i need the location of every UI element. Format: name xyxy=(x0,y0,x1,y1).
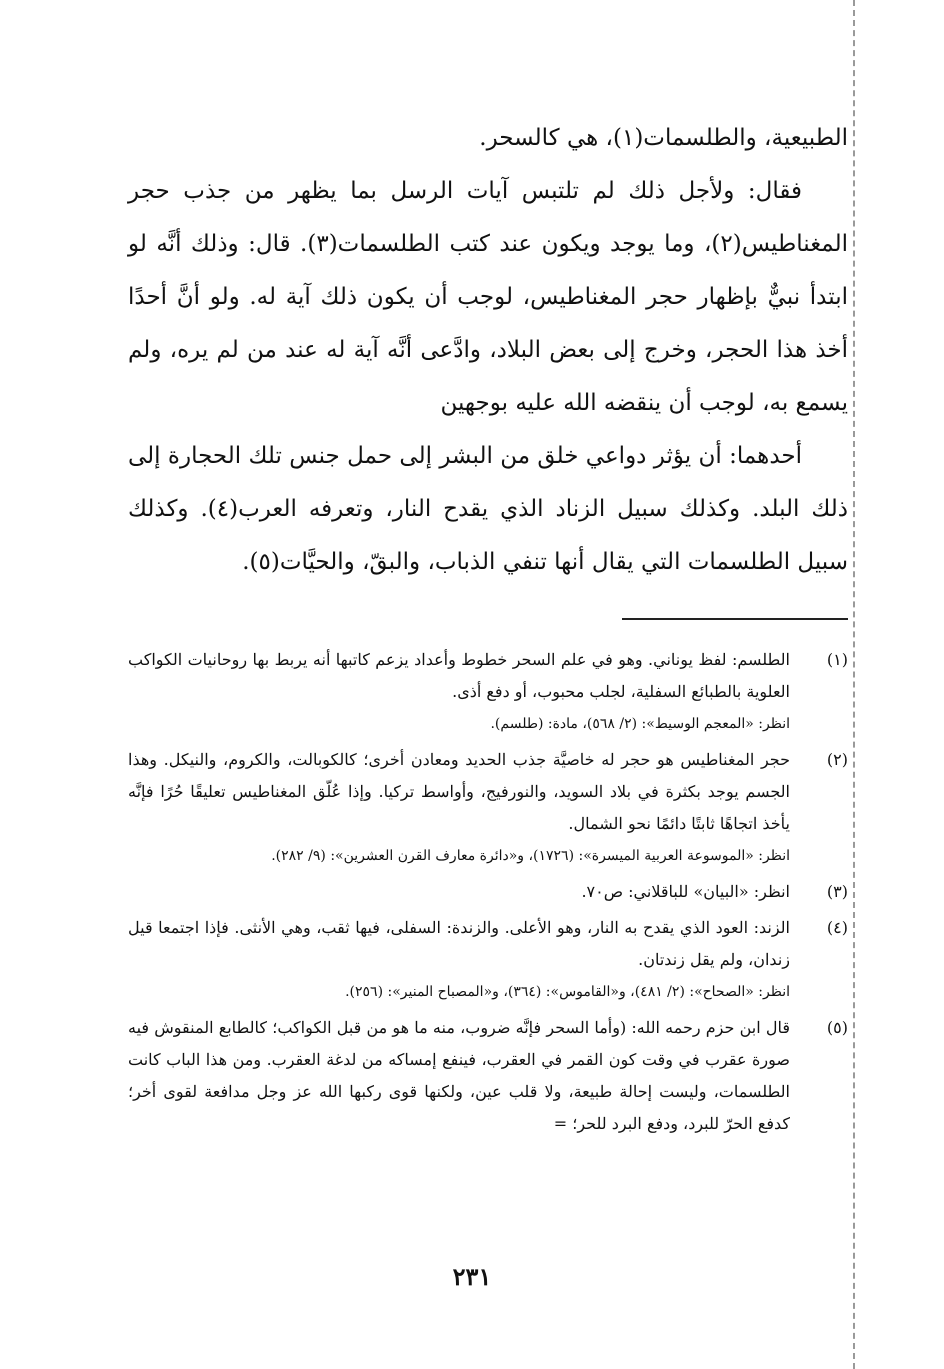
footnote-separator xyxy=(622,618,848,620)
footnote-text: حجر المغناطيس هو حجر له خاصيَّة جذب الحديد ومعادن أخرى؛ كالكوبالت، والكروم، والنيكل. وهذا الجسم يوجد بكثرة في بلاد السويد، والنورفيج، وأواسط تركيا. وإذا عُلّق المغناطيس تعليقًا حُرًا فإنَّه يأخذ اتجاهًا ثابتًا دائمًا نحو الشمال. xyxy=(128,750,790,833)
paragraph-2: فقال: ولأجل ذلك لم تلتبس آيات الرسل بما يظهر من جذب حجر المغناطيس(٢)، وما يوجد ويكون عند كتب الطلسمات(٣). قال: وذلك أنَّه لو ابتدأ نبيٌّ بإظهار حجر المغناطيس، لوجب أن يكون ذلك آية له. ولو أنَّ أحدًا أخذ هذا الحجر، وخرج إلى بعض البلاد، وادَّعى أنَّه آية له عند من لم يره، ولم يسمع به، لوجب أن ينقضه الله عليه بوجهين xyxy=(128,178,848,416)
footnote-number: (٥) xyxy=(826,1018,848,1037)
footnote-3 xyxy=(128,876,848,908)
footnote-reference: انظر: «المعجم الوسيط»: (٢/ ٥٦٨)، مادة: (طلسم). xyxy=(490,716,790,732)
footnote-reference: انظر: «الصحاح»: (٢/ ٤٨١)، و«القاموس»: (٣٦٤)، و«المصباح المنير»: (٢٥٦). xyxy=(345,984,790,1000)
footnotes xyxy=(128,644,848,1144)
footnote-number: (١) xyxy=(826,650,848,669)
footnote-text: الطلسم: لفظ يوناني. وهو في علم السحر خطوط وأعداد يزعم كاتبها أنه يربط بها روحانيات الكواكب العلوية بالطبائع السفلية، لجلب محبوب، أو دفع أذى. xyxy=(128,650,790,701)
main-text xyxy=(128,112,848,589)
footnote-2 xyxy=(128,744,848,872)
footnote-text: انظر: «البيان» للباقلاني: ص٧٠. xyxy=(581,882,790,901)
page-edge-dashed-line xyxy=(853,0,855,1369)
footnote-5 xyxy=(128,1012,848,1140)
footnote-4 xyxy=(128,912,848,1008)
footnote-text: قال ابن حزم رحمه الله: (وأما السحر فإنَّه ضروب، منه ما هو من قبل الكواكب؛ كالطابع المنقوش فيه صورة عقرب في وقت كون القمر في العقرب، فينفع إمساكه من لدغة العقرب. ومن هذا الباب كانت الطلسمات، وليست إحالة طبيعة، ولا قلب عين، ولكنها قوى ركبها الله عز وجل مدافعة لقوى أخر؛ كدفع الحرّ للبرد، ودفع البرد للحر؛ = xyxy=(128,1018,791,1133)
footnote-reference: انظر: «الموسوعة العربية الميسرة»: (١٧٢٦)، و«دائرة معارف القرن العشرين»: (٩/ ٢٨٢). xyxy=(271,848,790,864)
paragraph-3: أحدهما: أن يؤثر دواعي خلق من البشر إلى حمل جنس تلك الحجارة إلى ذلك البلد. وكذلك سبيل الزناد الذي يقدح النار، وتعرفه العرب(٤). وكذلك سبيل الطلسمات التي يقال أنها تنفي الذباب، والبقّ، والحيَّات(٥). xyxy=(128,443,848,575)
footnote-number: (٤) xyxy=(826,918,848,937)
footnote-1 xyxy=(128,644,848,740)
footnote-text: الزند: العود الذي يقدح به النار، وهو الأعلى. والزندة: السفلى، فيها ثقب، وهي الأنثى. فإذا اجتمعا قيل زندان، ولم يقل زندتان. xyxy=(128,918,790,969)
footnote-number: (٢) xyxy=(826,750,848,769)
page-number: ٢٣١ xyxy=(452,1262,492,1291)
paragraph-1: الطبيعية، والطلسمات(١)، هي كالسحر. xyxy=(479,125,848,151)
footnote-number: (٣) xyxy=(826,882,848,901)
